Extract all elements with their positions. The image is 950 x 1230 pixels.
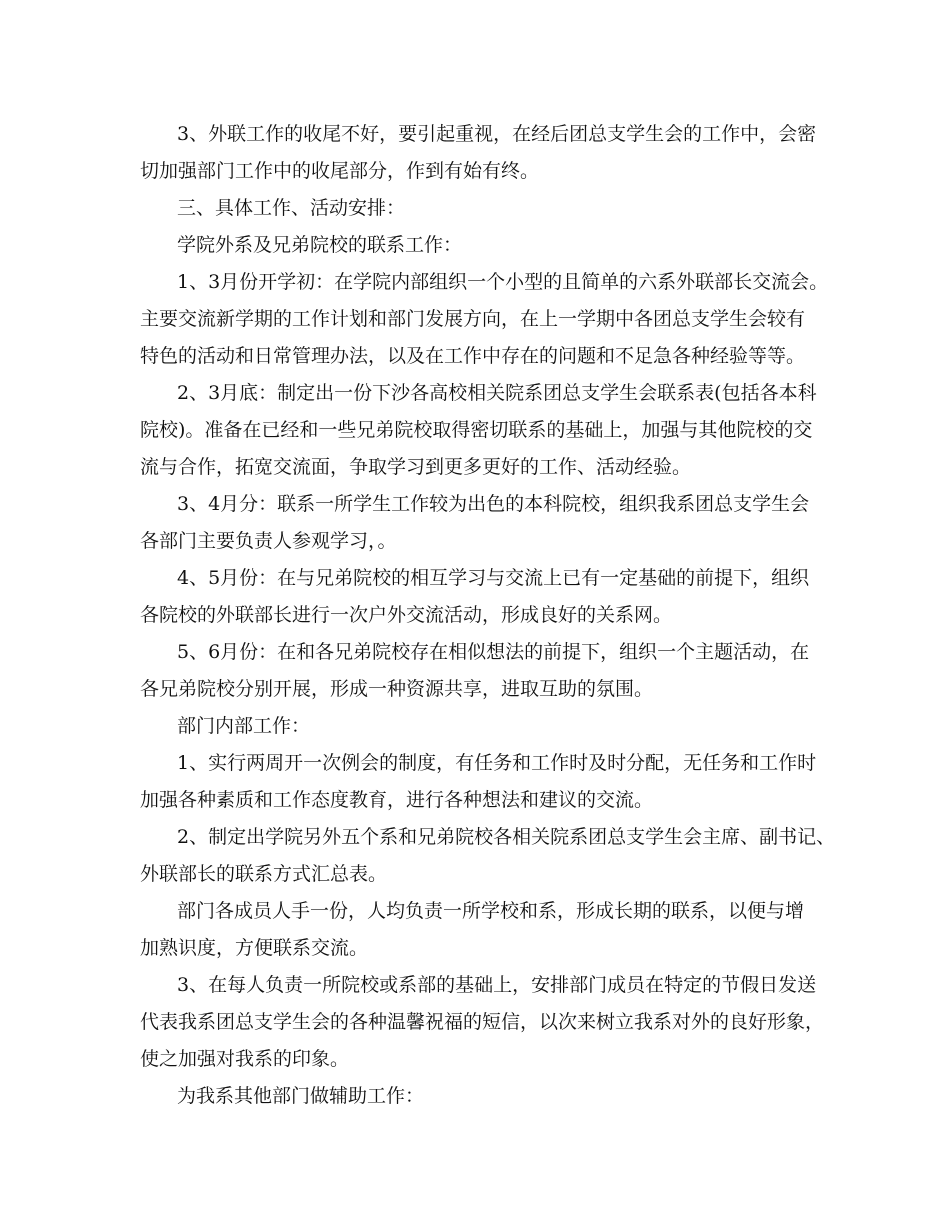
text-line: 1、实行两周开一次例会的制度，有任务和工作时及时分配，无任务和工作时 — [177, 752, 817, 774]
subsection-heading: 学院外系及兄弟院校的联系工作： — [177, 234, 463, 256]
text-line: 各院校的外联部长进行一次户外交流活动，形成良好的关系网。 — [140, 604, 673, 626]
text-line: 各部门主要负责人参观学习，。 — [140, 530, 397, 552]
text-line: 5、6月份：在和各兄弟院校存在相似想法的前提下，组织一个主题活动，在 — [177, 641, 810, 663]
text-line: 1、3月份开学初：在学院内部组织一个小型的且简单的六系外联部长交流会。 — [177, 271, 829, 293]
text-line: 3、外联工作的收尾不好，要引起重视，在经后团总支学生会的工作中，会密 — [177, 123, 817, 145]
subsection-heading: 部门内部工作： — [177, 715, 311, 737]
text-line: 特色的活动和日常管理办法，以及在工作中存在的问题和不足急各种经验等等。 — [140, 345, 806, 367]
section-heading: 三、具体工作、活动安排： — [177, 197, 406, 219]
text-line: 主要交流新学期的工作计划和部门发展方向，在上一学期中各团总支学生会较有 — [140, 308, 806, 330]
text-line: 3、4月分：联系一所学生工作较为出色的本科院校，组织我系团总支学生会 — [177, 493, 810, 515]
text-line: 切加强部门工作中的收尾部分，作到有始有终。 — [140, 160, 540, 182]
subsection-heading: 为我系其他部门做辅助工作： — [177, 1085, 425, 1107]
text-line: 代表我系团总支学生会的各种温馨祝福的短信，以次来树立我系对外的良好形象， — [140, 1011, 825, 1033]
text-line: 部门各成员人手一份，人均负责一所学校和系，形成长期的联系，以便与增 — [177, 900, 805, 922]
text-line: 院校)。准备在已经和一些兄弟院校取得密切联系的基础上，加强与其他院校的交 — [140, 419, 813, 441]
text-line: 2、3月底：制定出一份下沙各高校相关院系团总支学生会联系表(包括各本科 — [177, 382, 817, 404]
text-line: 使之加强对我系的印象。 — [140, 1048, 350, 1070]
text-line: 流与合作，拓宽交流面，争取学习到更多更好的工作、活动经验。 — [140, 456, 692, 478]
text-line: 外联部长的联系方式汇总表。 — [140, 863, 388, 885]
text-line: 3、在每人负责一所院校或系部的基础上，安排部门成员在特定的节假日发送 — [177, 974, 817, 996]
text-line: 各兄弟院校分别开展，形成一种资源共享，进取互助的氛围。 — [140, 678, 654, 700]
text-line: 2、制定出学院另外五个系和兄弟院校各相关院系团总支学生会主席、副书记、 — [177, 826, 836, 848]
text-line: 4、5月份：在与兄弟院校的相互学习与交流上已有一定基础的前提下，组织 — [177, 567, 810, 589]
text-line: 加强各种素质和工作态度教育，进行各种想法和建议的交流。 — [140, 789, 654, 811]
text-line: 加熟识度，方便联系交流。 — [140, 937, 369, 959]
